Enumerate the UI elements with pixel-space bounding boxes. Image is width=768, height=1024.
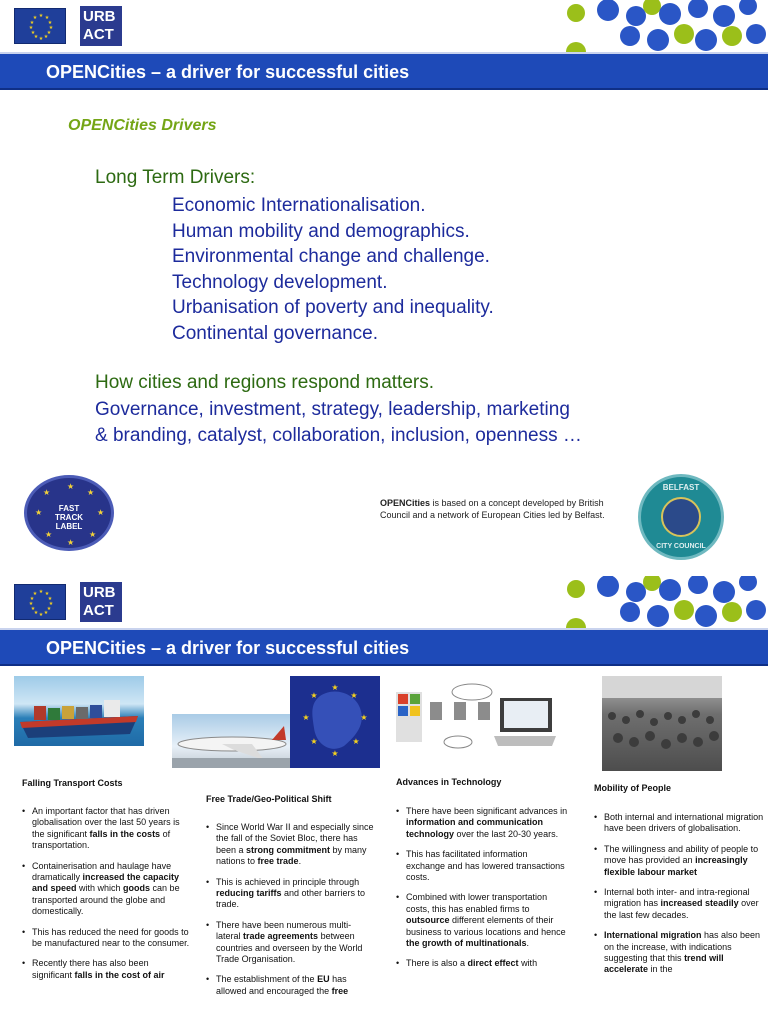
list-item: • This has facilitated information exchange and has lowered transactions costs. — [396, 849, 568, 883]
belfast-city-council-seal: BELFAST CITY COUNCIL — [638, 474, 724, 560]
list-item: • This is achieved in principle through reducing tariffs and other barriers to trade. — [206, 877, 374, 911]
svg-text:★: ★ — [310, 737, 318, 746]
container-ship-photo — [14, 676, 144, 746]
svg-text:★: ★ — [43, 34, 49, 40]
svg-text:★: ★ — [29, 596, 35, 602]
eu-flag-logo — [14, 584, 66, 620]
svg-text:★: ★ — [302, 713, 310, 722]
list-item: • An important factor that has driven globalisation over the last 50 years is the significant falls in the costs of transportation. — [22, 806, 190, 852]
opencities-note: OPENCities is based on a concept developed by British Council and a network of European Cities led by Belfast. — [380, 498, 605, 520]
driver-item: Continental governance. — [172, 322, 378, 344]
svg-text:★: ★ — [28, 601, 34, 607]
fast-track-label-badge: ★ ★ ★ ★ ★ ★ ★ ★ FAST TRACK LABEL — [24, 475, 114, 551]
driver-item: Economic Internationalisation. — [172, 195, 426, 216]
title-bar — [0, 52, 768, 90]
slide-title: OPENCities – a driver for successful cities — [46, 638, 410, 658]
svg-text:★: ★ — [310, 691, 318, 700]
svg-text:★: ★ — [350, 691, 358, 700]
svg-text:★: ★ — [32, 591, 38, 597]
list-item: • There is also a direct effect with — [396, 958, 568, 969]
svg-text:★: ★ — [29, 20, 35, 26]
svg-text:★: ★ — [48, 25, 54, 31]
drivers-list — [172, 193, 494, 346]
list-item: • There have been numerous multi-lateral trade agreements between countries and overseen by the World Trade Organisation. — [206, 920, 374, 966]
column-title-technology: Advances in Technology — [396, 777, 502, 787]
svg-text:★: ★ — [38, 36, 44, 42]
svg-text:★: ★ — [38, 589, 44, 595]
eu-flag-logo — [14, 8, 66, 44]
column-title-free-trade: Free Trade/Geo-Political Shift — [206, 794, 332, 804]
list-item: • Internal both inter- and intra-regional migration has increased steadily over the last few decades. — [594, 887, 764, 921]
list-item: • This has reduced the need for goods to be manufactured near to the consumer. — [22, 927, 190, 950]
svg-text:★: ★ — [46, 30, 52, 36]
svg-text:★: ★ — [48, 601, 54, 607]
svg-text:★: ★ — [352, 737, 360, 746]
list-item: • Both internal and international migration have been drivers of globalisation. — [594, 812, 764, 835]
section-subtitle: OPENCities Drivers — [68, 117, 217, 134]
list-item: • International migration has also been on the increase, with indications suggesting that this trend will accelerate in the — [594, 930, 764, 976]
svg-text:★: ★ — [331, 749, 339, 758]
response-statement: How cities and regions respond matters. — [95, 372, 434, 393]
svg-text:★: ★ — [44, 15, 50, 21]
svg-text:★: ★ — [46, 606, 52, 612]
driver-item: Human mobility and demographics. — [172, 220, 470, 242]
list-item: • Since World War II and especially since the fall of the Soviet Bloc, there has been a strong commitment by many nations to free trade. — [206, 822, 374, 868]
network-diagram-photo — [396, 680, 556, 760]
free-trade-list — [206, 822, 374, 1006]
column-title-transport: Falling Transport Costs — [22, 778, 123, 788]
title-bar — [0, 628, 768, 666]
svg-text:★: ★ — [331, 683, 339, 692]
list-item: • There have been significant advances in information and communication technology over the last 20-30 years. — [396, 806, 568, 840]
governance-text: Governance, investment, strategy, leadership, marketing & branding, catalyst, collaboration, inclusion, openness … — [95, 399, 582, 446]
list-item: • Containerisation and haulage have dramatically increased the capacity and speed with which goods can be transported around the globe and domestically. — [22, 861, 190, 918]
slide-title: OPENCities – a driver for successful cities — [46, 62, 410, 82]
driver-item: Urbanisation of poverty and inequality. — [172, 297, 494, 318]
urbact-logo: URB ACT — [80, 6, 122, 46]
list-item: • The establishment of the EU has allowed and encouraged the free — [206, 974, 374, 997]
svg-text:★: ★ — [44, 591, 50, 597]
crowd-photo — [602, 676, 722, 771]
svg-text:★: ★ — [33, 610, 39, 616]
svg-text:★: ★ — [38, 13, 44, 19]
list-item: • The willingness and ability of people to move has provided an increasingly flexible labour market — [594, 844, 764, 878]
long-term-heading: Long Term Drivers: — [95, 167, 256, 188]
svg-text:★: ★ — [33, 34, 39, 40]
svg-text:★: ★ — [43, 610, 49, 616]
svg-text:★: ★ — [47, 20, 53, 26]
airplane-photo — [172, 714, 292, 768]
technology-list — [396, 806, 568, 979]
column-title-mobility: Mobility of People — [594, 783, 672, 793]
svg-text:★: ★ — [47, 596, 53, 602]
urbact-logo: URB ACT — [80, 582, 122, 622]
svg-text:★: ★ — [28, 25, 34, 31]
svg-text:★: ★ — [32, 15, 38, 21]
svg-text:★: ★ — [360, 713, 368, 722]
transport-costs-list — [22, 806, 190, 990]
svg-text:★: ★ — [30, 606, 36, 612]
mobility-list — [594, 812, 764, 985]
europe-map-photo — [290, 676, 380, 768]
driver-item: Environmental change and challenge. — [172, 246, 490, 267]
svg-text:★: ★ — [38, 612, 44, 618]
crest-icon — [661, 497, 701, 537]
slide-globalisation-drivers — [0, 576, 768, 1024]
list-item: • Combined with lower transportation costs, this has enabled firms to outsource different elements of their business to various locations and hence the growth of multinationals. — [396, 892, 568, 949]
list-item: • Recently there has also been significant falls in the cost of air — [22, 958, 190, 981]
svg-text:★: ★ — [30, 30, 36, 36]
driver-item: Technology development. — [172, 271, 388, 293]
